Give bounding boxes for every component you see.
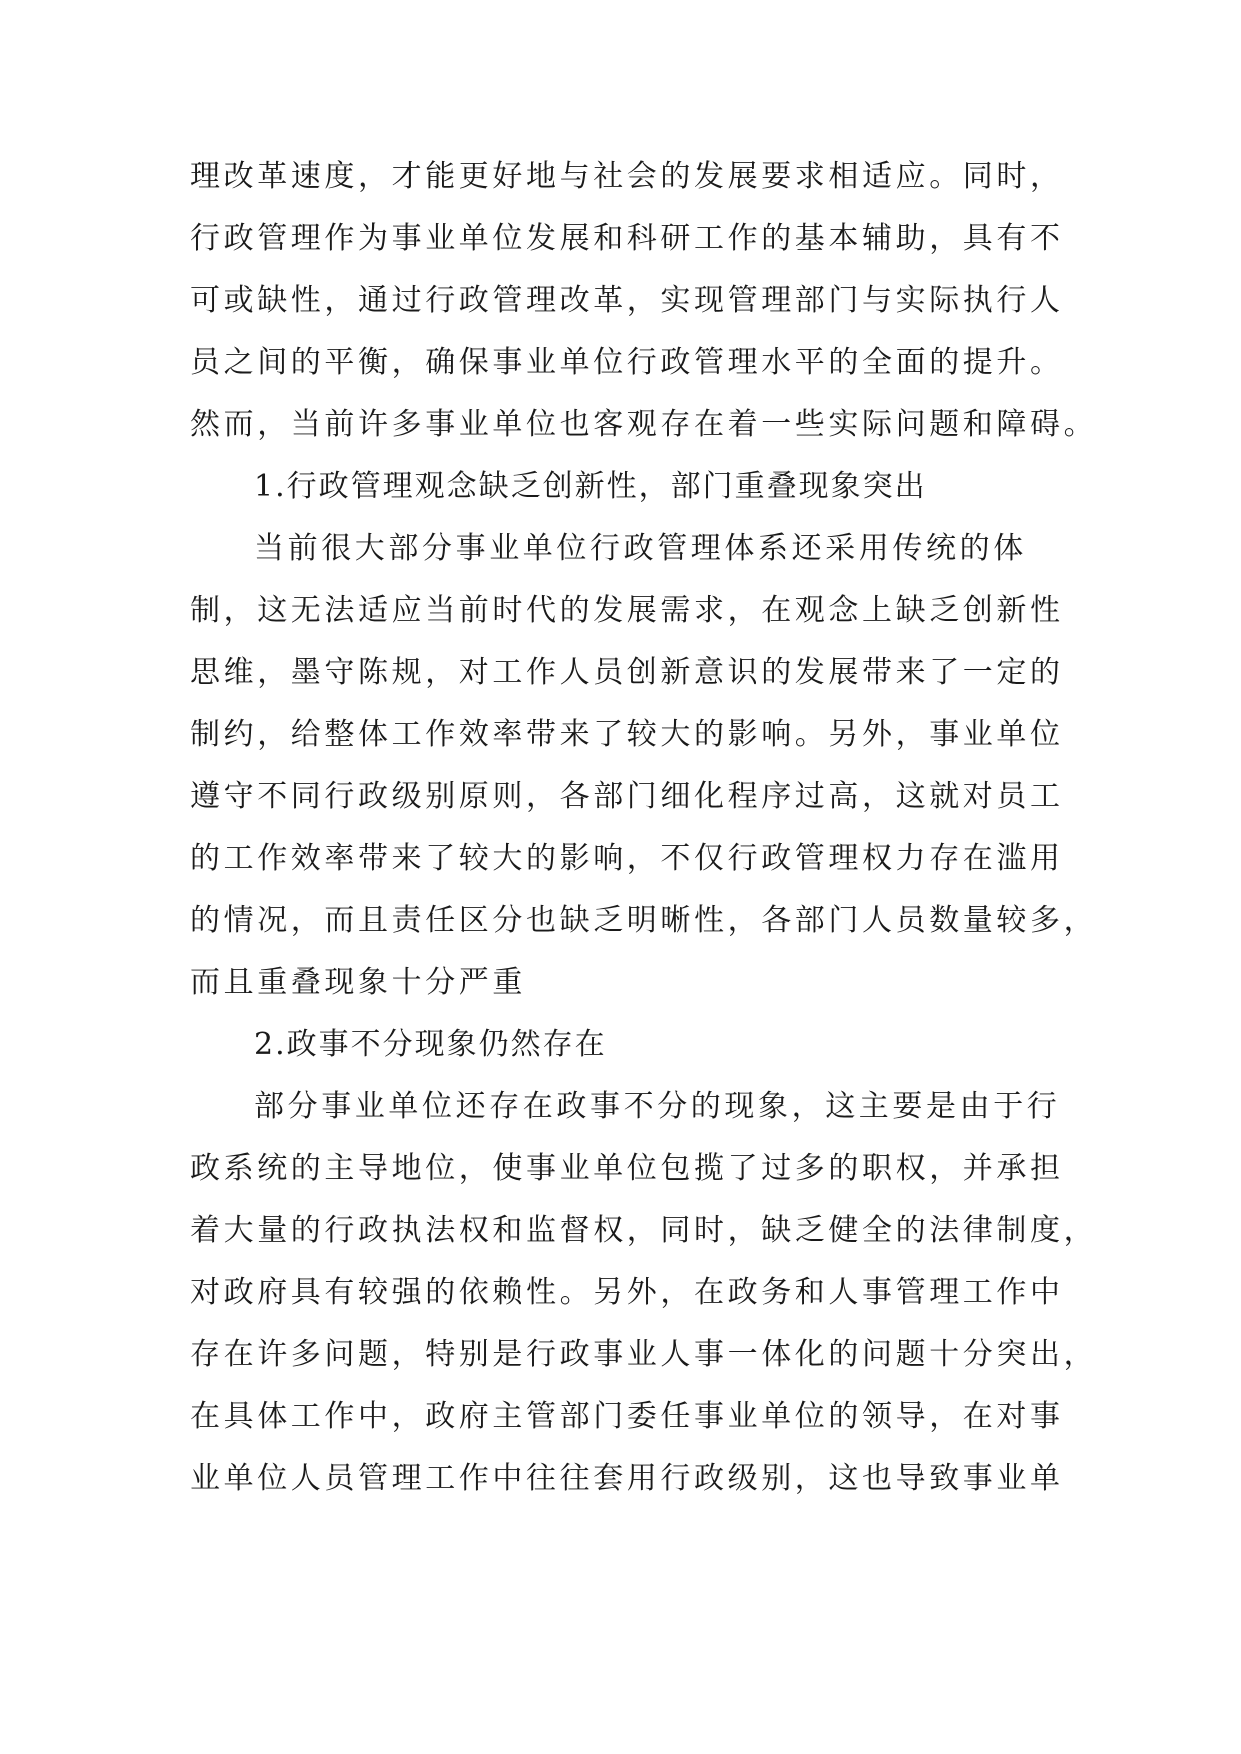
paragraph-line: 存在许多问题，特别是行政事业人事一体化的问题十分突出，: [190, 1337, 1098, 1372]
document-body: [190, 146, 1098, 1510]
paragraph-line: 理改革速度，才能更好地与社会的发展要求相适应。同时，: [190, 159, 1064, 194]
paragraph-line: 制，这无法适应当前时代的发展需求，在观念上缺乏创新性: [190, 593, 1064, 628]
paragraph-line: 政系统的主导地位，使事业单位包揽了过多的职权，并承担: [190, 1151, 1064, 1186]
paragraph-line: 然而，当前许多事业单位也客观存在着一些实际问题和障碍。: [190, 407, 1098, 442]
paragraph-first-line: 部分事业单位还存在政事不分的现象，这主要是由于行: [254, 1089, 1061, 1124]
section-heading-1: 1.行政管理观念缺乏创新性，部门重叠现象突出: [254, 469, 927, 504]
paragraph-line: 着大量的行政执法权和监督权，同时，缺乏健全的法律制度，: [190, 1213, 1098, 1248]
paragraph-line: 可或缺性，通过行政管理改革，实现管理部门与实际执行人: [190, 283, 1064, 318]
paragraph-line: 制约，给整体工作效率带来了较大的影响。另外，事业单位: [190, 717, 1064, 752]
paragraph-line: 对政府具有较强的依赖性。另外，在政务和人事管理工作中: [190, 1275, 1064, 1310]
paragraph-line: 在具体工作中，政府主管部门委任事业单位的领导，在对事: [190, 1399, 1064, 1434]
paragraph-line: 思维，墨守陈规，对工作人员创新意识的发展带来了一定的: [190, 655, 1064, 690]
paragraph-line: 而且重叠现象十分严重: [190, 965, 526, 1000]
section-heading-2: 2.政事不分现象仍然存在: [254, 1027, 607, 1062]
paragraph-first-line: 当前很大部分事业单位行政管理体系还采用传统的体: [254, 531, 1027, 566]
paragraph-line: 业单位人员管理工作中往往套用行政级别，这也导致事业单: [190, 1461, 1064, 1496]
paragraph-line: 员之间的平衡，确保事业单位行政管理水平的全面的提升。: [190, 345, 1064, 380]
paragraph-line: 的情况，而且责任区分也缺乏明晰性，各部门人员数量较多，: [190, 903, 1098, 938]
paragraph-line: 遵守不同行政级别原则，各部门细化程序过高，这就对员工: [190, 779, 1064, 814]
paragraph-line: 的工作效率带来了较大的影响，不仅行政管理权力存在滥用: [190, 841, 1064, 876]
paragraph-line: 行政管理作为事业单位发展和科研工作的基本辅助，具有不: [190, 221, 1064, 256]
